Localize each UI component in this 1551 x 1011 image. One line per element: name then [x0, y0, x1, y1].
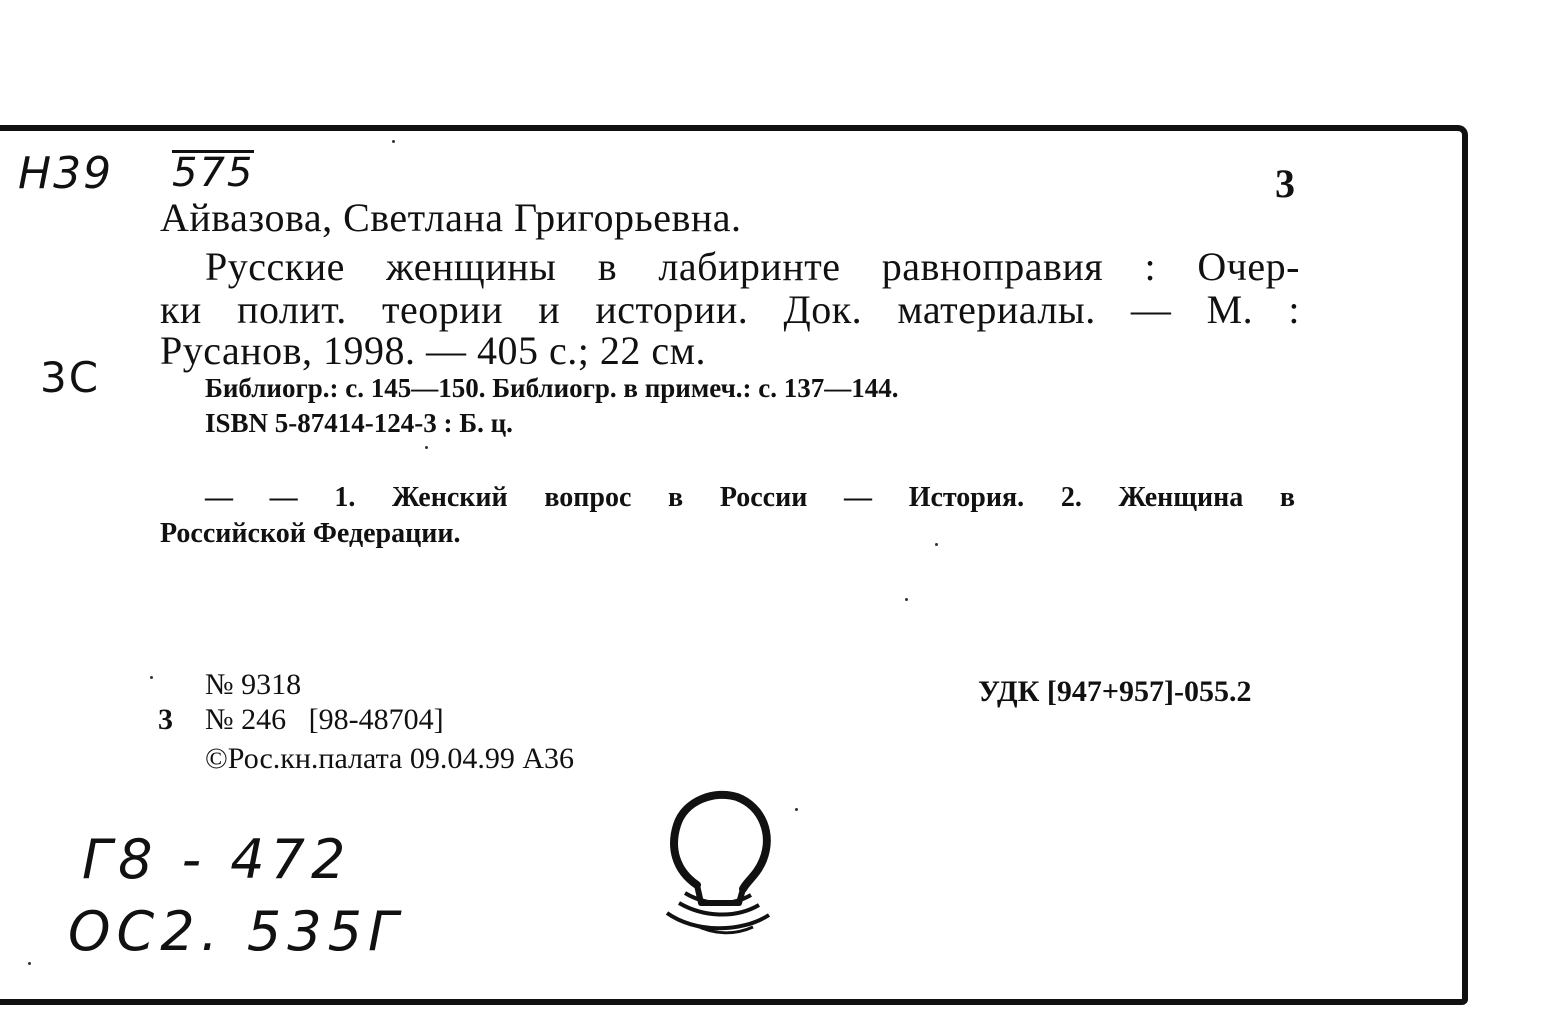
handwritten-number-575: 575 [172, 150, 255, 196]
scan-speck [425, 446, 428, 449]
bibliography-note: Библиогр.: с. 145—150. Библиогр. в примеч.: с. 137—144. [205, 373, 899, 403]
subjects-line-2: Российской Федерации. [160, 518, 461, 549]
author-heading: Айвазова, Светлана Григорьевна. [160, 195, 742, 240]
lightbulb-stamp-icon [655, 785, 785, 945]
handwritten-margin-mark: 3С [40, 353, 101, 402]
title-line-3: Русанов, 1998. — 405 с.; 22 см. [160, 328, 706, 373]
record-number-2: № 246 [98-48704] [205, 703, 444, 736]
handwritten-bottom-line-2: ОС2. 535Г [68, 900, 405, 963]
record-prefix-digit: 3 [158, 703, 173, 736]
title-line-1: Русские женщины в лабиринте равноправия : Очер- [205, 244, 1300, 289]
copyright-line: ©Рос.кн.палата 09.04.99 А36 [205, 742, 575, 775]
scan-speck [28, 962, 31, 965]
isbn-note: ISBN 5-87414-124-3 : Б. ц. [205, 408, 513, 438]
record-number-1: № 9318 [205, 668, 302, 701]
scan-speck [795, 808, 798, 811]
scan-speck [150, 676, 153, 679]
scan-speck [392, 140, 395, 143]
handwritten-bottom-line-1: Г8 - 472 [82, 828, 352, 891]
card-corner-number: 3 [1275, 161, 1295, 206]
scan-speck [935, 543, 938, 546]
title-line-2: ки полит. теории и истории. Док. материалы. — М. : [160, 287, 1300, 332]
scan-speck [905, 598, 908, 601]
handwritten-shelf-mark: Н39 [18, 148, 114, 199]
udc-code: УДК [947+957]-055.2 [978, 675, 1252, 708]
subjects-line-1: — — 1. Женский вопрос в России — История. 2. Женщина в [205, 482, 1295, 513]
